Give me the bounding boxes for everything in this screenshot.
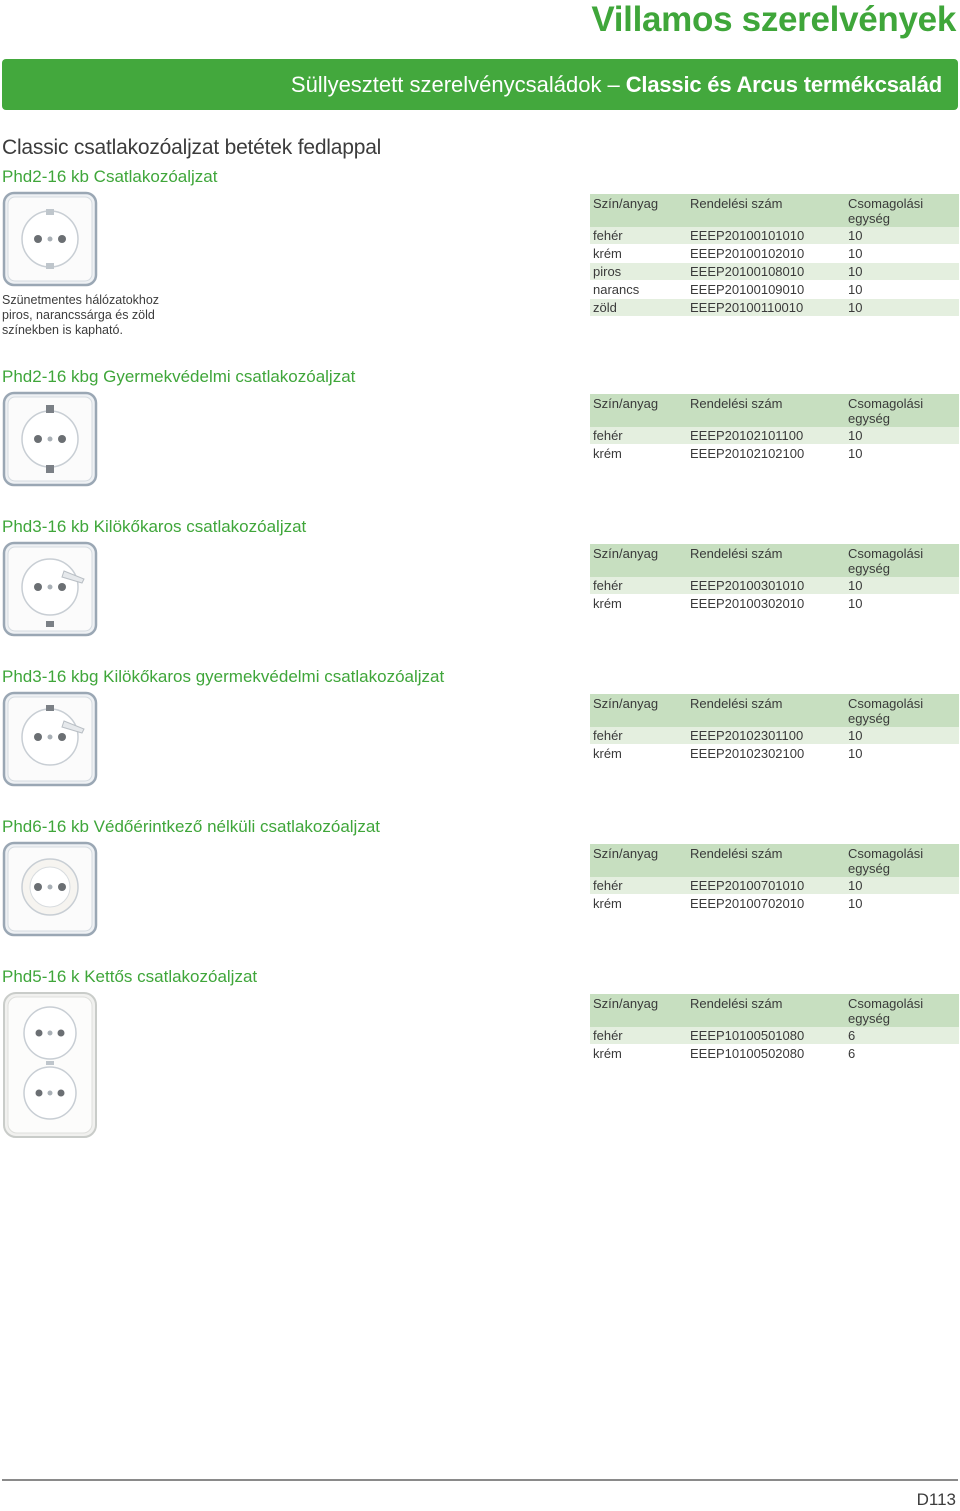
table-header-row: [590, 994, 959, 1027]
table-row: [590, 263, 959, 281]
col-code-header: Rendelési szám: [687, 194, 845, 227]
cell-qty: 10: [845, 445, 959, 463]
col-qty-header: Csomagolási egység: [845, 994, 959, 1027]
table-header-row: [590, 844, 959, 877]
child-protected-socket-icon: [2, 391, 98, 487]
table-row: [590, 1027, 959, 1045]
col-code-header: Rendelési szám: [687, 844, 845, 877]
cell-color: fehér: [590, 877, 687, 895]
table-header-row: [590, 394, 959, 427]
ejector-socket-icon: [2, 541, 98, 637]
table-row: [590, 427, 959, 445]
table-header-row: [590, 544, 959, 577]
cell-code: EEEP20100701010: [687, 877, 845, 895]
product-title: Phd6-16 kb Védőérintkező nélküli csatlakozóaljzat: [2, 817, 381, 836]
section-title: Classic csatlakozóaljzat betétek fedlappal: [2, 136, 382, 159]
col-color-header: Szín/anyag: [590, 694, 687, 727]
col-color-header: Szín/anyag: [590, 194, 687, 227]
col-qty-header: Csomagolási egység: [845, 394, 959, 427]
product-title: Phd2-16 kb Csatlakozóaljzat: [2, 167, 218, 186]
cell-qty: 6: [845, 1027, 959, 1045]
cell-color: krém: [590, 245, 687, 263]
cell-code: EEEP20100302010: [687, 595, 845, 613]
cell-qty: 10: [845, 299, 959, 317]
product-note: Szünetmentes hálózatokhoz piros, narancssárga és zöld színekben is kapható.: [2, 293, 160, 337]
spec-table-phd5-16-k: [590, 994, 959, 1063]
table-row: [590, 577, 959, 595]
cell-color: krém: [590, 895, 687, 913]
cell-qty: 10: [845, 263, 959, 281]
schuko-socket-icon: [2, 191, 98, 287]
cell-color: narancs: [590, 281, 687, 299]
cell-qty: 10: [845, 577, 959, 595]
ejector-child-protected-socket-icon: [2, 691, 98, 787]
cell-code: EEEP10100501080: [687, 1027, 845, 1045]
cell-code: EEEP10100502080: [687, 1045, 845, 1063]
col-qty-header: Csomagolási egység: [845, 544, 959, 577]
table-header-row: [590, 694, 959, 727]
cell-color: fehér: [590, 727, 687, 745]
col-code-header: Rendelési szám: [687, 694, 845, 727]
cell-color: krém: [590, 445, 687, 463]
spec-table-phd3-16-kb: [590, 544, 959, 613]
spec-table-phd2-16-kb: [590, 194, 959, 317]
table-row: [590, 281, 959, 299]
table-row: [590, 1045, 959, 1063]
col-code-header: Rendelési szám: [687, 544, 845, 577]
cell-color: krém: [590, 745, 687, 763]
table-row: [590, 245, 959, 263]
table-row: [590, 895, 959, 913]
spec-table-phd6-16-kb: [590, 844, 959, 913]
cell-color: zöld: [590, 299, 687, 317]
cell-qty: 10: [845, 427, 959, 445]
cell-color: fehér: [590, 1027, 687, 1045]
cell-color: fehér: [590, 427, 687, 445]
cell-code: EEEP20100301010: [687, 577, 845, 595]
cell-color: fehér: [590, 577, 687, 595]
col-color-header: Szín/anyag: [590, 994, 687, 1027]
banner-subtitle: Süllyesztett szerelvénycsaládok: [290, 71, 602, 97]
cell-qty: 10: [845, 245, 959, 263]
table-row: [590, 877, 959, 895]
cell-color: fehér: [590, 227, 687, 245]
table-row: [590, 595, 959, 613]
cell-qty: 10: [845, 745, 959, 763]
cell-code: EEEP20102102100: [687, 445, 845, 463]
col-color-header: Szín/anyag: [590, 394, 687, 427]
col-qty-header: Csomagolási egység: [845, 194, 959, 227]
socket-without-earth-icon: [2, 841, 98, 937]
spec-table-phd3-16-kbg: [590, 694, 959, 763]
banner-separator: –: [607, 71, 620, 97]
cell-qty: 6: [845, 1045, 959, 1063]
col-code-header: Rendelési szám: [687, 994, 845, 1027]
cell-code: EEEP20100109010: [687, 281, 845, 299]
spec-table-phd2-16-kbg: [590, 394, 959, 463]
cell-qty: 10: [845, 281, 959, 299]
cell-code: EEEP20102301100: [687, 727, 845, 745]
col-color-header: Szín/anyag: [590, 844, 687, 877]
cell-color: krém: [590, 1045, 687, 1063]
cell-code: EEEP20102101100: [687, 427, 845, 445]
cell-qty: 10: [845, 727, 959, 745]
page-number: D113: [916, 1490, 956, 1509]
cell-code: EEEP20100702010: [687, 895, 845, 913]
product-title: Phd2-16 kbg Gyermekvédelmi csatlakozóaljzat: [2, 367, 356, 386]
cell-code: EEEP20100108010: [687, 263, 845, 281]
page-title: Villamos szerelvények: [591, 0, 956, 39]
product-title: Phd5-16 k Kettős csatlakozóaljzat: [2, 967, 258, 986]
cell-code: EEEP20102302100: [687, 745, 845, 763]
section-banner: [2, 59, 958, 110]
product-title: Phd3-16 kb Kilökőkaros csatlakozóaljzat: [2, 517, 307, 536]
table-header-row: [590, 194, 959, 227]
double-socket-icon: [2, 991, 98, 1139]
table-row: [590, 227, 959, 245]
cell-color: krém: [590, 595, 687, 613]
cell-code: EEEP20100110010: [687, 299, 845, 317]
footer-divider: [2, 1479, 958, 1481]
table-row: [590, 445, 959, 463]
table-row: [590, 745, 959, 763]
col-code-header: Rendelési szám: [687, 394, 845, 427]
cell-color: piros: [590, 263, 687, 281]
cell-qty: 10: [845, 895, 959, 913]
cell-qty: 10: [845, 595, 959, 613]
table-row: [590, 727, 959, 745]
table-row: [590, 299, 959, 317]
banner-product-family: Classic és Arcus termékcsalád: [625, 71, 942, 97]
cell-code: EEEP20100101010: [687, 227, 845, 245]
col-qty-header: Csomagolási egység: [845, 694, 959, 727]
cell-qty: 10: [845, 877, 959, 895]
cell-qty: 10: [845, 227, 959, 245]
col-qty-header: Csomagolási egység: [845, 844, 959, 877]
col-color-header: Szín/anyag: [590, 544, 687, 577]
product-title: Phd3-16 kbg Kilökőkaros gyermekvédelmi csatlakozóaljzat: [2, 667, 445, 686]
cell-code: EEEP20100102010: [687, 245, 845, 263]
